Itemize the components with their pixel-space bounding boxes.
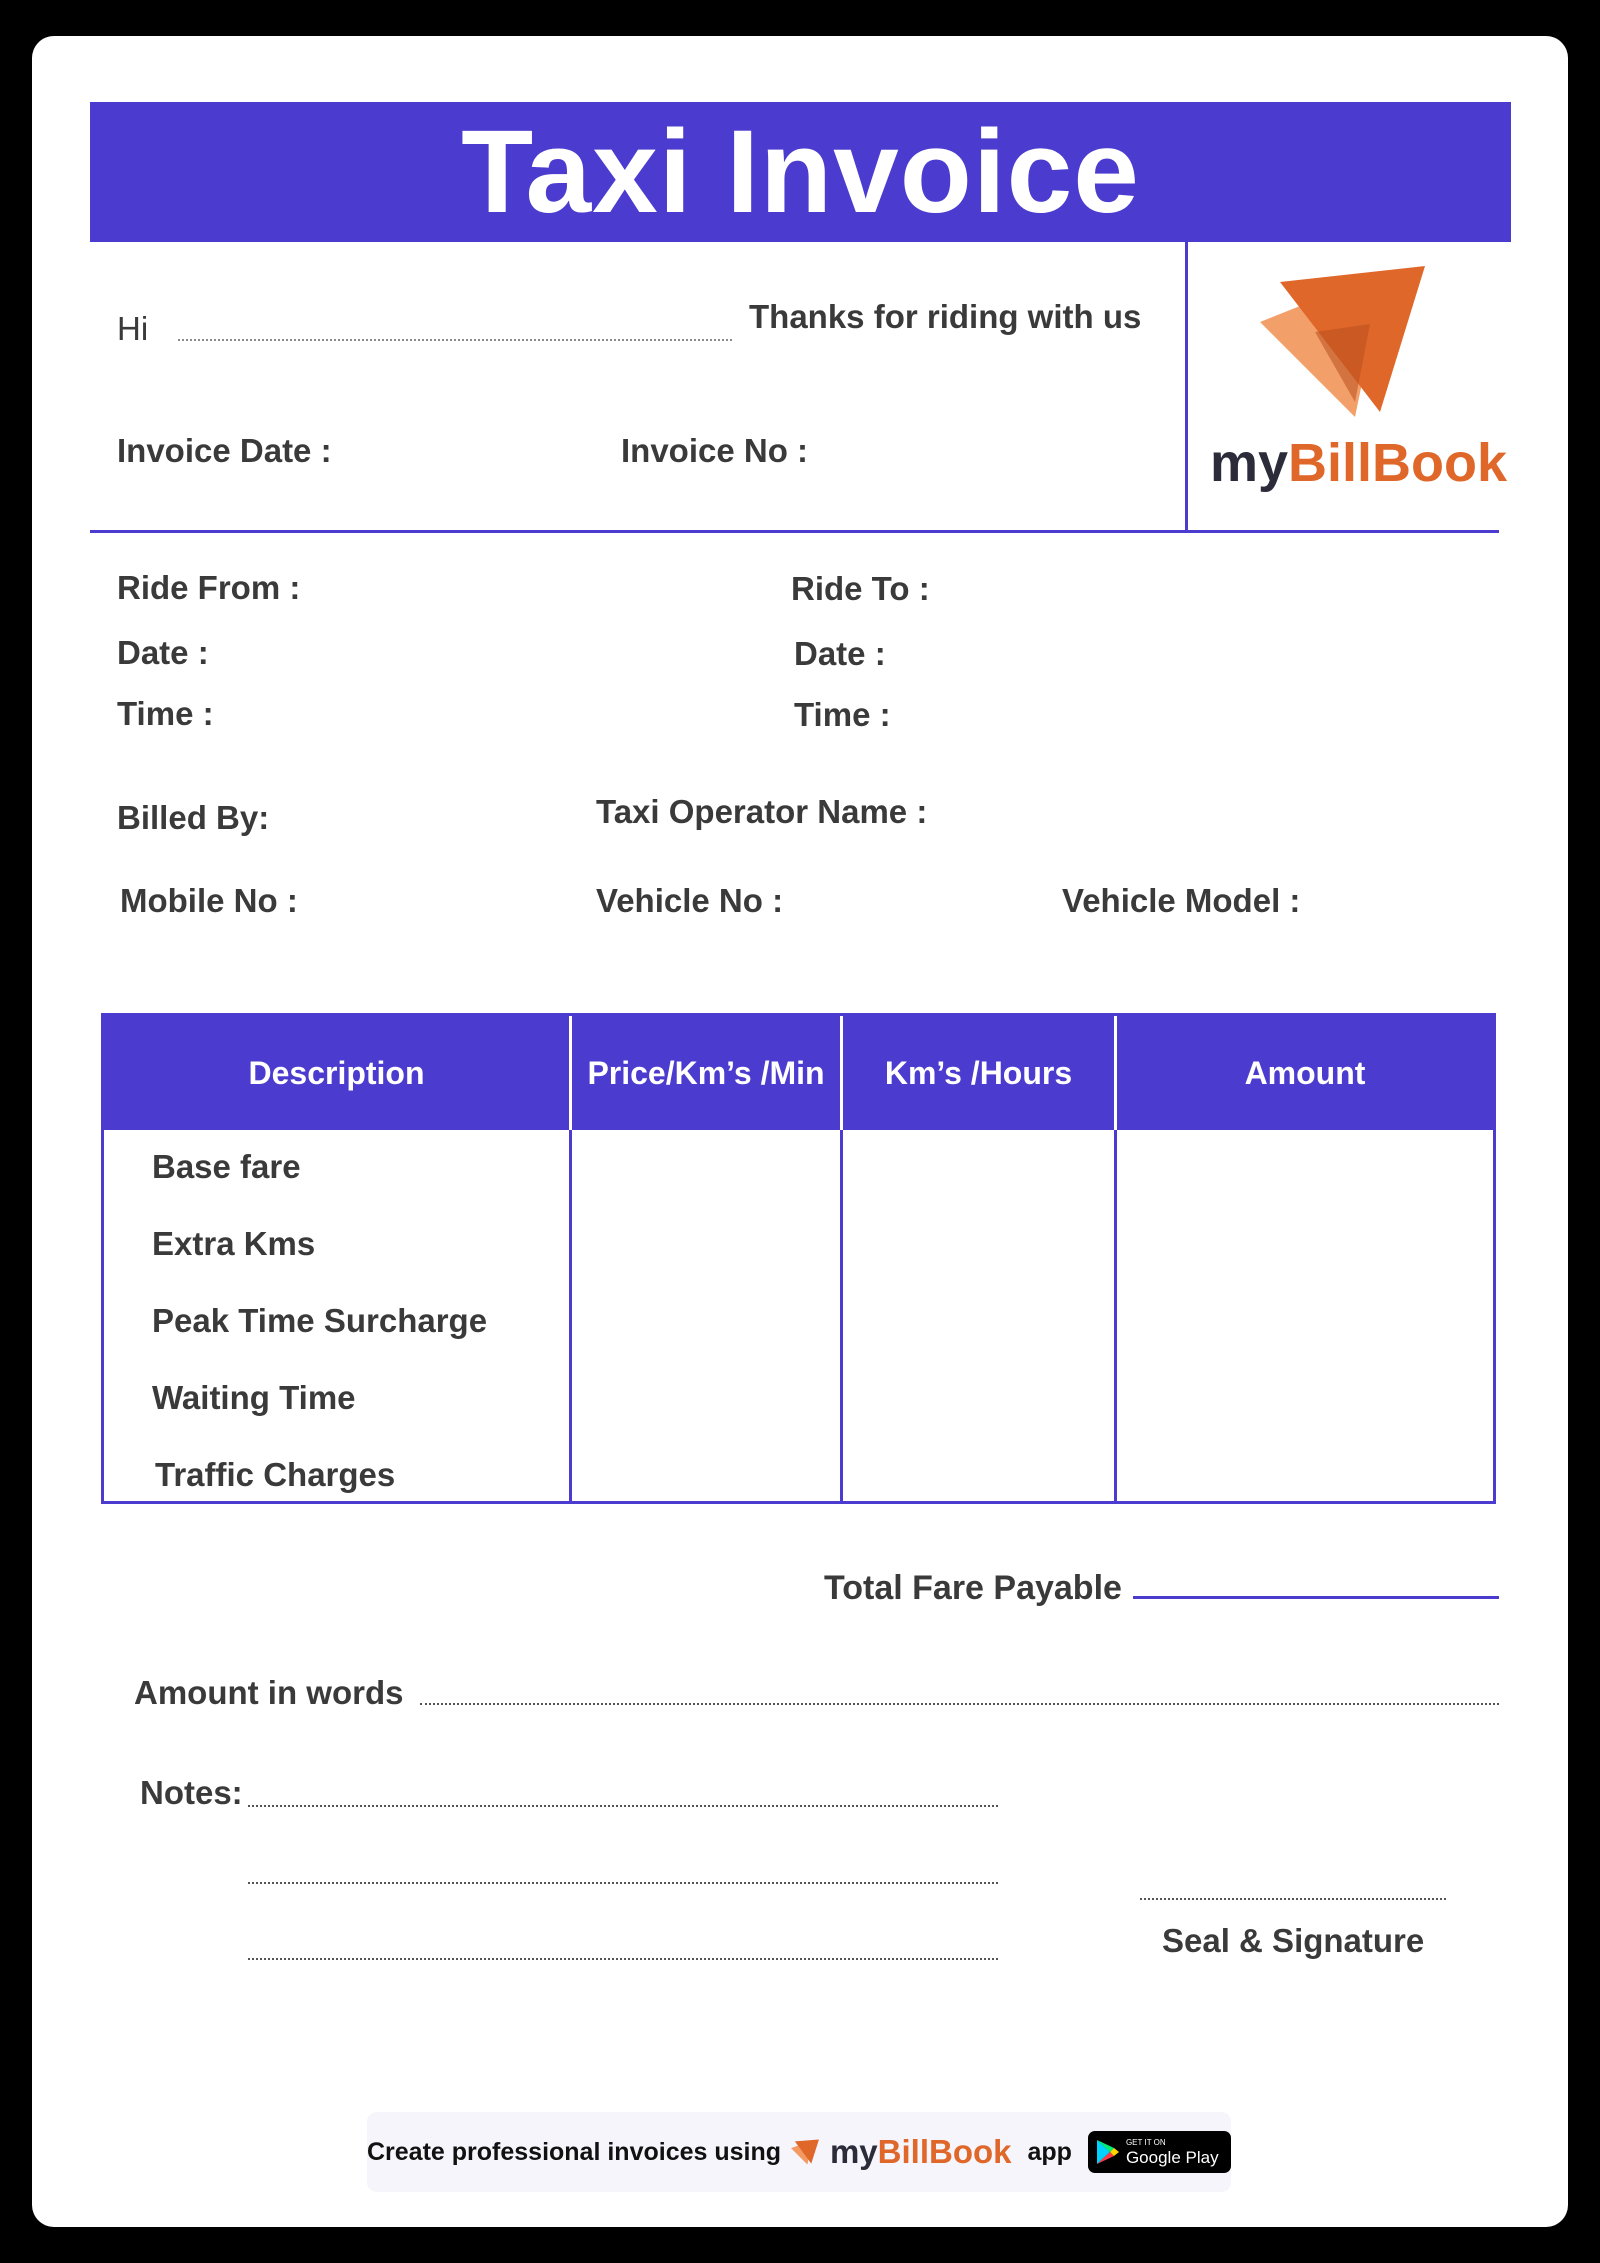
promo-brand [830, 2133, 1012, 2171]
seal-signature-label: Seal & Signature [1162, 1922, 1425, 1959]
table-row: Extra Kms [152, 1225, 316, 1262]
header-separator [569, 1016, 572, 1130]
promo-brand-my: my [829, 2133, 878, 2170]
badge-small-text: GET IT ON [1125, 2137, 1166, 2147]
to-date-label: Date : [794, 635, 886, 672]
notes-label: Notes: [140, 1774, 243, 1811]
header-price-per-km: Price/Km’s /Min [587, 1054, 825, 1091]
customer-name-line[interactable] [178, 339, 732, 341]
thanks-text: Thanks for riding with us [749, 298, 1142, 335]
column-separator [840, 1130, 843, 1504]
badge-big-text: Google Play [1125, 2147, 1219, 2167]
page-title: Taxi Invoice [461, 106, 1140, 238]
header-separator [1114, 1016, 1117, 1130]
header-amount: Amount [1244, 1054, 1366, 1091]
title-bar [90, 102, 1511, 242]
column-separator [1114, 1130, 1117, 1504]
mobile-no-label: Mobile No : [120, 882, 298, 919]
promo-text: Create professional invoices using [367, 2137, 782, 2166]
header-divider [1185, 240, 1188, 532]
table-row: Peak Time Surcharge [152, 1302, 488, 1339]
header-bottom-rule [90, 530, 1499, 533]
signature-line[interactable] [1140, 1898, 1446, 1900]
logo-text-billbook: BillBook [1288, 433, 1508, 493]
promo-app-text: app [1027, 2137, 1072, 2166]
ride-to-label: Ride To : [791, 570, 930, 607]
table-row: Waiting Time [152, 1379, 356, 1416]
header-separator [840, 1016, 843, 1130]
table-row: Traffic Charges [155, 1456, 396, 1493]
amount-in-words-label: Amount in words [134, 1674, 404, 1711]
amount-in-words-line[interactable] [420, 1703, 1499, 1705]
header-kms-hours: Km’s /Hours [884, 1054, 1073, 1091]
ride-from-label: Ride From : [117, 569, 301, 606]
column-separator [569, 1130, 572, 1504]
mybillbook-logo-icon [1260, 262, 1430, 422]
notes-line[interactable] [248, 1805, 998, 1807]
promo-brand-billbook: BillBook [877, 2133, 1012, 2170]
invoice-no-label: Invoice No : [621, 432, 809, 469]
total-fare-line[interactable] [1133, 1596, 1499, 1599]
operator-name-label: Taxi Operator Name : [596, 793, 928, 830]
invoice-date-label: Invoice Date : [117, 432, 332, 469]
logo-text-my: my [1210, 433, 1289, 493]
mybillbook-small-logo-icon [791, 2138, 820, 2166]
fare-table [101, 1013, 1496, 1504]
billed-by-label: Billed By: [117, 799, 270, 836]
total-fare-label: Total Fare Payable [824, 1569, 1122, 1607]
header-description: Description [248, 1054, 425, 1091]
from-time-label: Time : [117, 695, 214, 732]
google-play-badge[interactable] [1088, 2131, 1231, 2173]
vehicle-model-label: Vehicle Model : [1062, 882, 1301, 919]
to-time-label: Time : [794, 696, 891, 733]
table-row: Base fare [152, 1148, 301, 1185]
google-play-icon [1096, 2139, 1120, 2165]
mybillbook-logo-text [1210, 433, 1508, 493]
notes-line[interactable] [248, 1958, 998, 1960]
promo-banner[interactable] [367, 2112, 1231, 2192]
greeting-label: Hi [117, 310, 149, 347]
notes-line[interactable] [248, 1882, 998, 1884]
from-date-label: Date : [117, 634, 209, 671]
vehicle-no-label: Vehicle No : [596, 882, 784, 919]
